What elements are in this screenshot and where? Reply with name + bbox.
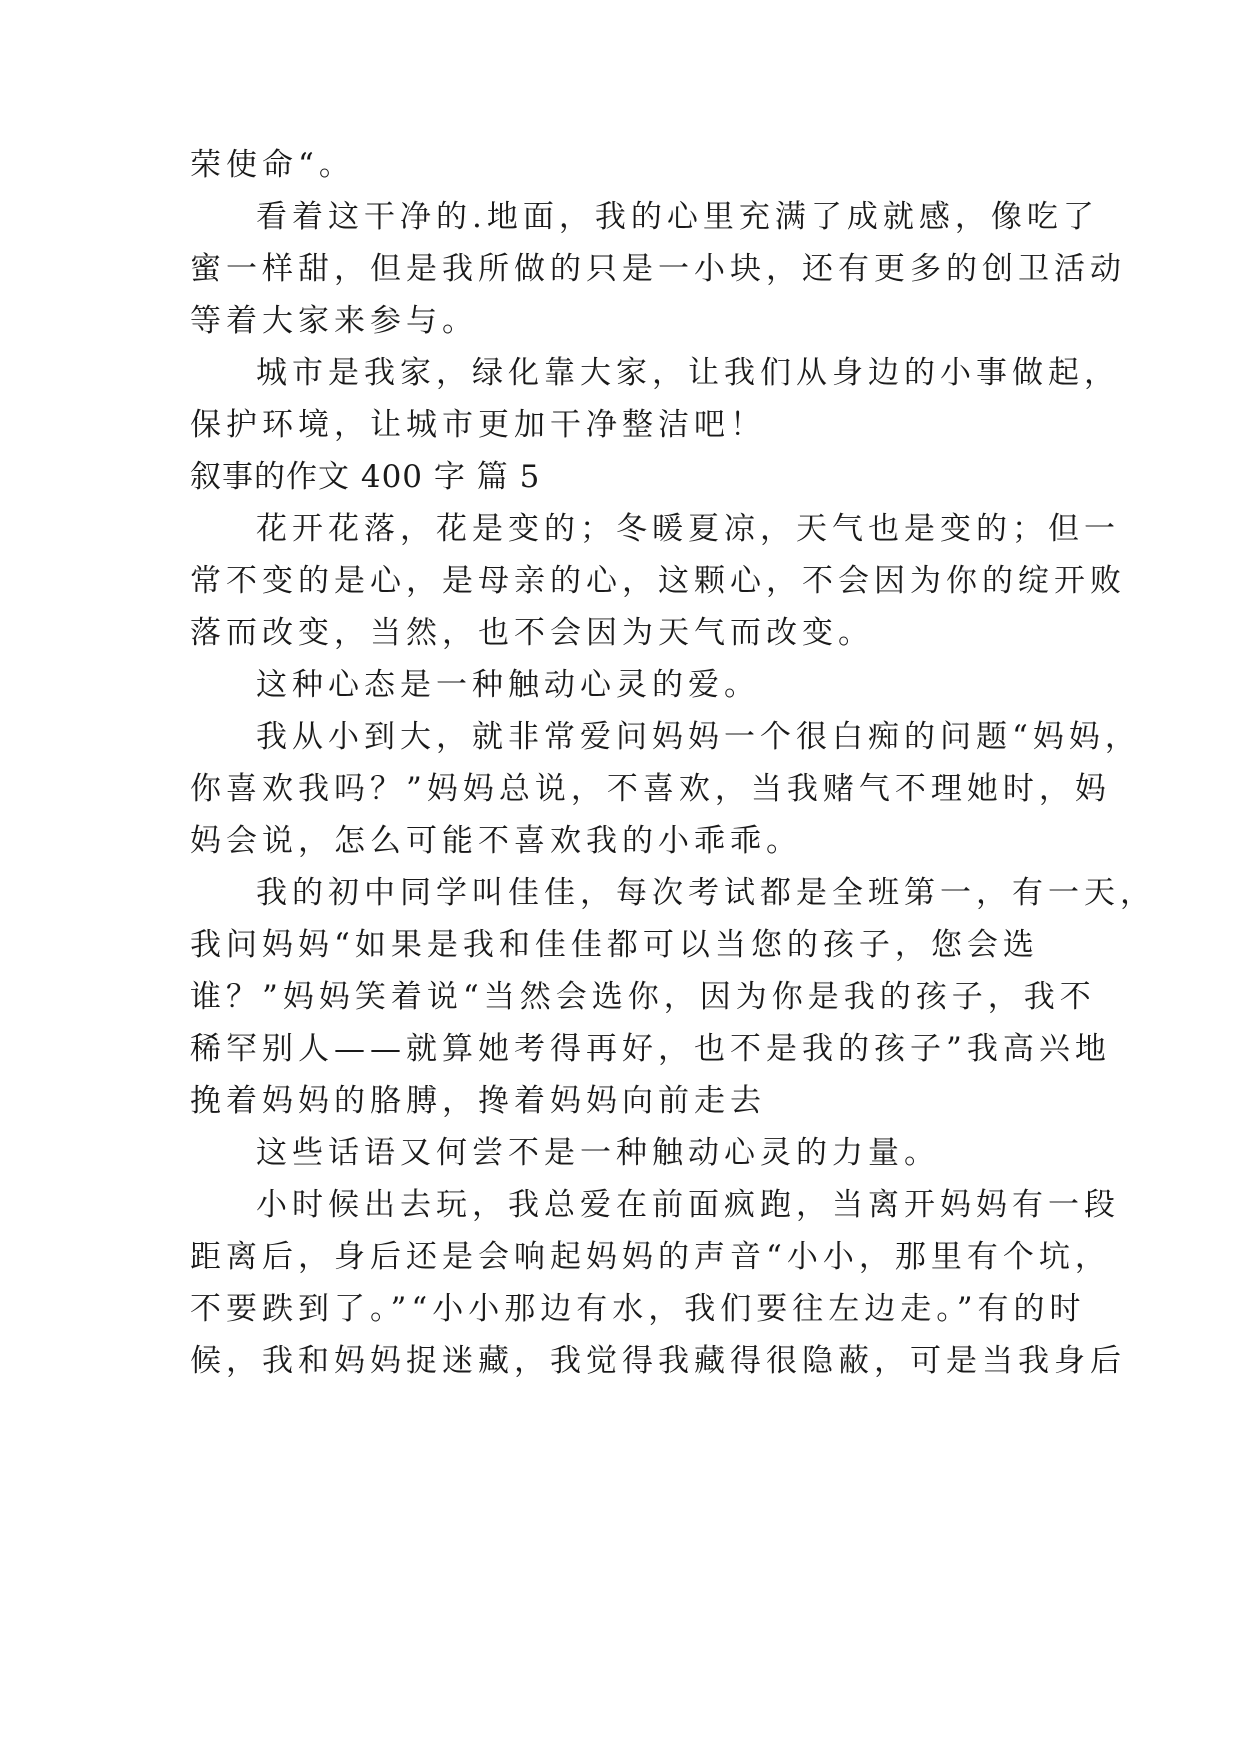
text-line: 常不变的是心，是母亲的心，这颗心，不会因为你的绽开败	[190, 563, 1126, 599]
text-line: 你喜欢我吗？”妈妈总说，不喜欢，当我赌气不理她时，妈	[190, 771, 1111, 807]
section-heading: 叙事的作文 400 字 篇 5	[190, 459, 541, 495]
text-line: 这些话语又何尝不是一种触动心灵的力量。	[256, 1135, 940, 1171]
text-line: 我问妈妈“如果是我和佳佳都可以当您的孩子，您会选	[190, 927, 1039, 963]
text-line: 距离后，身后还是会响起妈妈的声音“小小，那里有个坑，	[190, 1239, 1111, 1275]
text-line: 稀罕别人——就算她考得再好，也不是我的孩子”我高兴地	[190, 1031, 1111, 1067]
text-line: 候，我和妈妈捉迷藏，我觉得我藏得很隐蔽，可是当我身后	[190, 1343, 1126, 1379]
text-line: 妈会说，怎么可能不喜欢我的小乖乖。	[190, 823, 802, 859]
text-line: 看着这干净的.地面，我的心里充满了成就感，像吃了	[256, 199, 1099, 235]
text-line: 我从小到大，就非常爱问妈妈一个很白痴的问题“妈妈，	[256, 719, 1141, 755]
text-line: 落而改变，当然，也不会因为天气而改变。	[190, 615, 874, 651]
text-line: 城市是我家，绿化靠大家，让我们从身边的小事做起，	[256, 355, 1120, 391]
text-line: 保护环境，让城市更加干净整洁吧！	[190, 407, 766, 443]
text-line: 不要跌到了。”“小小那边有水，我们要往左边走。”有的时	[190, 1291, 1086, 1327]
text-line: 我的初中同学叫佳佳，每次考试都是全班第一，有一天，	[256, 875, 1156, 911]
text-line: 小时候出去玩，我总爱在前面疯跑，当离开妈妈有一段	[256, 1187, 1120, 1223]
text-line: 荣使命“。	[190, 147, 355, 183]
text-line: 等着大家来参与。	[190, 303, 478, 339]
text-line: 谁？”妈妈笑着说“当然会选你，因为你是我的孩子，我不	[190, 979, 1096, 1015]
text-line: 这种心态是一种触动心灵的爱。	[256, 667, 760, 703]
text-line: 挽着妈妈的胳膊，搀着妈妈向前走去	[190, 1083, 766, 1119]
text-line: 花开花落，花是变的；冬暖夏凉，天气也是变的；但一	[256, 511, 1120, 547]
text-line: 蜜一样甜，但是我所做的只是一小块，还有更多的创卫活动	[190, 251, 1126, 287]
